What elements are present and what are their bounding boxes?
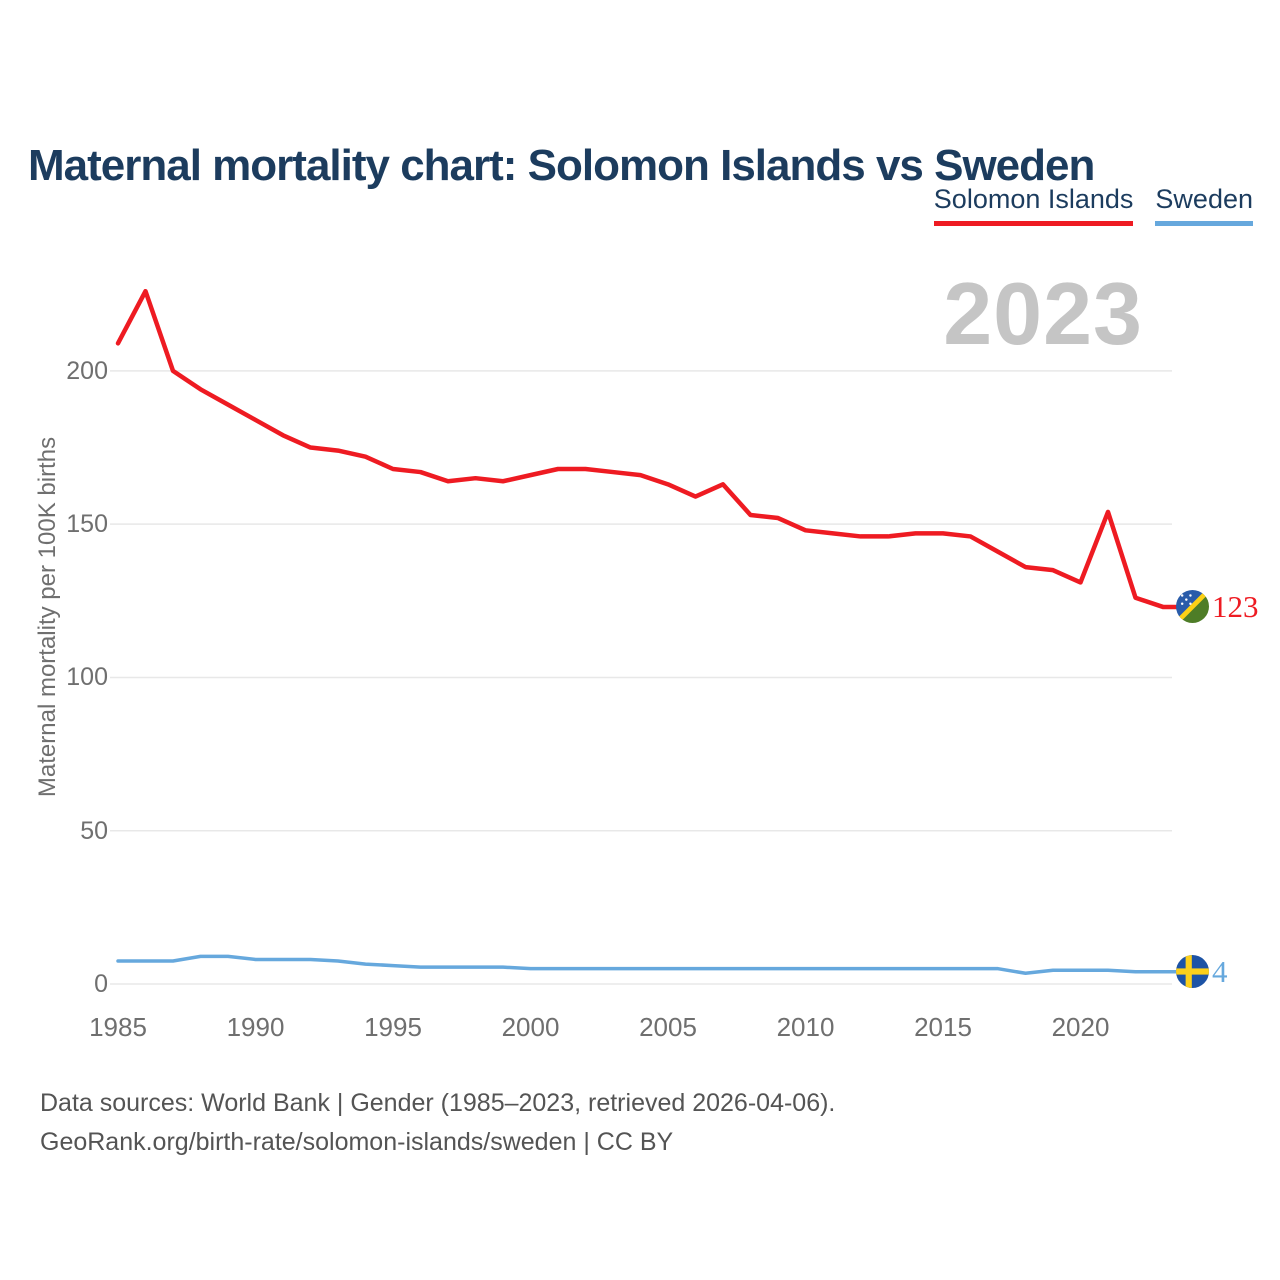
y-tick-label: 150 bbox=[66, 510, 108, 539]
y-tick-label: 0 bbox=[94, 970, 108, 998]
legend-item-sweden[interactable] bbox=[1155, 184, 1253, 226]
series-line-sweden bbox=[118, 956, 1178, 973]
source-url-line: GeoRank.org/birth-rate/solomon-islands/sweden | CC BY bbox=[40, 1128, 674, 1156]
x-tick-label: 1985 bbox=[89, 1012, 147, 1042]
y-tick-label: 100 bbox=[66, 663, 108, 692]
chart-legend bbox=[934, 184, 1253, 226]
y-tick-label: 50 bbox=[80, 816, 108, 845]
x-tick-label: 2000 bbox=[501, 1012, 560, 1042]
y-axis-title: Maternal mortality per 100K births bbox=[34, 436, 61, 798]
y-tick-label: 200 bbox=[66, 356, 108, 385]
legend-item-solomon-islands[interactable] bbox=[934, 184, 1134, 226]
x-tick-label: 2005 bbox=[639, 1012, 697, 1042]
x-tick-label: 1995 bbox=[364, 1012, 422, 1042]
year-watermark: 2023 bbox=[943, 264, 1143, 363]
series-end-value-sweden: 4 bbox=[1212, 954, 1228, 989]
sweden-flag-icon bbox=[1176, 955, 1209, 988]
data-sources-line: Data sources: World Bank | Gender (1985–2023, retrieved 2026-04-06). bbox=[40, 1089, 836, 1117]
x-tick-label: 2010 bbox=[776, 1012, 835, 1042]
solomon-islands-flag-icon bbox=[1176, 590, 1209, 623]
attribution-footer bbox=[40, 1084, 835, 1162]
legend-label-solomon-islands: Solomon Islands bbox=[933, 184, 1134, 214]
chart-title: Maternal mortality chart: Solomon Islands vs Sweden bbox=[28, 141, 1095, 191]
legend-label-sweden: Sweden bbox=[1155, 184, 1253, 214]
series-end-value-solomon-islands: 123 bbox=[1212, 589, 1259, 624]
x-tick-label: 2020 bbox=[1051, 1012, 1110, 1042]
x-tick-label: 1990 bbox=[226, 1012, 285, 1042]
x-tick-label: 2015 bbox=[914, 1012, 972, 1042]
